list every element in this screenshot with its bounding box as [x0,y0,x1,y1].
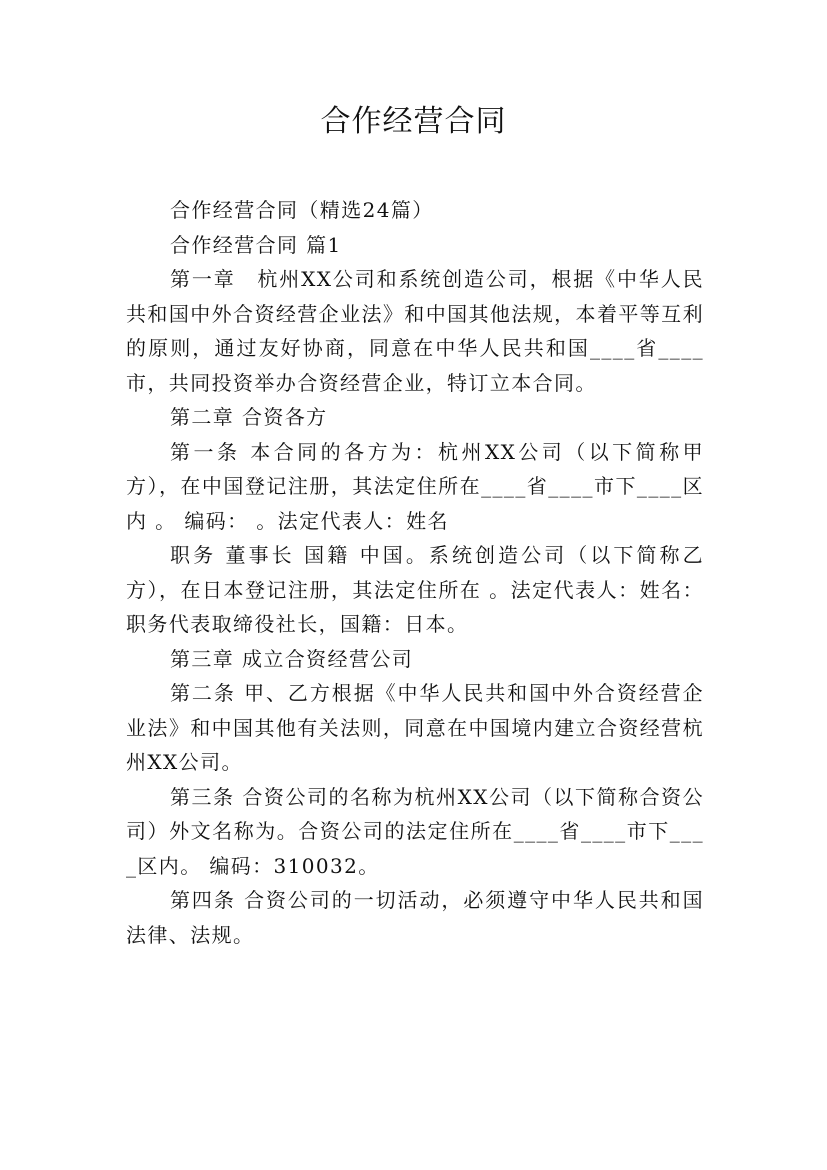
document-title: 合作经营合同 [320,104,507,139]
paragraph-article-heading: 合作经营合同 篇1 [170,232,342,257]
paragraph-chapter-one: 第一章 杭州XX公司和系统创造公司，根据《中华人民共和国中外合资经营企业法》和中国其他法规，本着平等互利的原则，通过友好协商，同意在中华人民共和国____省____市，共同投资举办合资经营企业，特订立本合同。 [126,267,704,395]
paragraph-clause-one-continued: 职务 董事长 国籍 中国。系统创造公司（以下简称乙方），在日本登记注册，其法定住所在 。法定代表人：姓名：职务代表取缔役社长，国籍：日本。 [126,543,704,636]
paragraph-clause-three: 第三条 合资公司的名称为杭州XX公司（以下简称合资公司）外文名称为。合资公司的法定住所在____省____市下____区内。 编码：310032。 [126,784,704,878]
paragraph-clause-four: 第四条 合资公司的一切活动，必须遵守中华人民共和国法律、法规。 [126,888,704,947]
paragraph-chapter-three-heading: 第三章 成立合资经营公司 [170,646,414,671]
document-body [126,193,704,952]
paragraph-clause-one: 第一条 本合同的各方为：杭州XX公司（以下简称甲方），在中国登记注册，其法定住所在____省____市下____区内 。 编码： 。法定代表人：姓名 [126,439,704,533]
paragraph-chapter-two-heading: 第二章 合资各方 [170,405,328,429]
paragraph-subtitle: 合作经营合同（精选24篇） [170,198,434,222]
paragraph-clause-two: 第二条 甲、乙方根据《中华人民共和国中外合资经营企业法》和中国其他有关法则，同意在中国境内建立合资经营杭州XX公司。 [126,681,704,774]
